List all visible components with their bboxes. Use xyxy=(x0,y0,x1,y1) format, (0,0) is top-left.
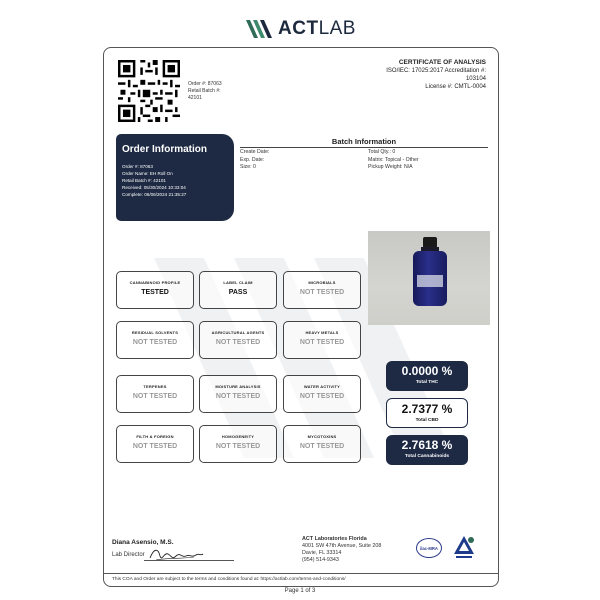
test-status: NOT TESTED xyxy=(299,393,345,400)
page-number: Page 1 of 3 xyxy=(284,588,316,594)
test-cannabinoid-profile[interactable] xyxy=(116,271,194,309)
batch-info-right xyxy=(368,149,419,172)
batch-total-qty: Total Qty.: 0 xyxy=(368,149,396,155)
test-label: MOISTURE ANALYSIS xyxy=(215,384,261,389)
test-status: NOT TESTED xyxy=(132,339,178,346)
qr-code[interactable] xyxy=(118,60,180,122)
batch-info-left xyxy=(240,149,269,172)
test-mycotoxins[interactable] xyxy=(283,425,361,463)
test-status: NOT TESTED xyxy=(132,443,178,450)
batch-create-date: Create Date: xyxy=(240,149,270,155)
actlab-mark-icon xyxy=(244,18,274,40)
order-info-line: Order #: 87063 xyxy=(122,164,153,169)
order-info-line: Order Name: EH Roll On xyxy=(122,171,173,176)
lab-address-block xyxy=(302,536,381,564)
order-summary-small xyxy=(188,81,222,102)
retail-batch-value-small: 42101 xyxy=(188,95,202,101)
order-info-line: Received: 05/30/2024 10:33:04 xyxy=(122,185,186,190)
total-cannabinoids-value: 2.7618 % xyxy=(401,438,453,452)
terms-note[interactable]: This COA and Order are subject to the terms and conditions found at: https://actlab.com/terms-and-conditions/ xyxy=(112,577,346,582)
test-water-activity[interactable] xyxy=(283,375,361,413)
test-status: NOT TESTED xyxy=(215,339,261,346)
license-number: License #: CMTL-0004 xyxy=(425,84,486,90)
retail-batch-label-small: Retail Batch #: xyxy=(188,88,221,94)
test-label: RESIDUAL SOLVENTS xyxy=(131,330,179,335)
test-status: NOT TESTED xyxy=(299,339,345,346)
signatory-role: Lab Director xyxy=(112,552,145,558)
test-label: HEAVY METALS xyxy=(305,330,339,335)
test-label: AGRICULTURAL AGENTS xyxy=(211,330,265,335)
test-homogeneity[interactable] xyxy=(199,425,277,463)
ilac-mra-badge: ilac-MRA xyxy=(416,538,442,558)
batch-size: Size: 0 xyxy=(240,164,256,170)
lab-address-line2: Davie, FL 33314 xyxy=(302,550,342,556)
test-label: MICROBIALS xyxy=(308,280,336,285)
logo-text-thin: LAB xyxy=(318,18,356,39)
test-status: PASS xyxy=(228,289,248,296)
a2la-accreditation-icon xyxy=(452,534,476,560)
lab-phone: (954) 514-9343 xyxy=(302,557,339,563)
total-cbd-value: 2.7377 % xyxy=(401,402,453,416)
test-status: NOT TESTED xyxy=(132,393,178,400)
product-photo xyxy=(368,231,490,325)
batch-matrix: Matrix: Topical - Other xyxy=(368,156,419,163)
logo-text-bold: ACT xyxy=(278,18,319,39)
total-cbd-caption: Total CBD xyxy=(415,418,439,423)
test-terpenes[interactable] xyxy=(116,375,194,413)
test-label: LABEL CLAIM xyxy=(223,280,253,285)
order-number-small: Order #: 87063 xyxy=(188,81,222,87)
test-label: TERPENES xyxy=(143,384,167,389)
test-label-claim[interactable] xyxy=(199,271,277,309)
total-cannabinoids-badge xyxy=(386,435,468,465)
order-information-card xyxy=(116,134,234,221)
test-microbials[interactable] xyxy=(283,271,361,309)
test-residual-solvents[interactable] xyxy=(116,321,194,359)
test-filth-foreign[interactable] xyxy=(116,425,194,463)
iso-accreditation-line: ISO/IEC: 17025:2017 Accreditation #: xyxy=(386,68,486,74)
batch-information-heading: Batch Information xyxy=(331,137,397,146)
logo-wordmark xyxy=(278,18,356,40)
bottle-label xyxy=(417,275,443,287)
total-thc-badge xyxy=(386,361,468,391)
test-status: TESTED xyxy=(141,289,169,296)
test-label: WATER ACTIVITY xyxy=(303,384,341,389)
lab-address-line1: 4001 SW 47th Avenue, Suite 208 xyxy=(302,543,382,549)
order-information-heading: Order Information xyxy=(122,144,208,155)
test-status: NOT TESTED xyxy=(299,443,345,450)
actlab-logo xyxy=(0,18,600,40)
handwritten-signature-icon xyxy=(148,544,204,564)
total-cannabinoids-caption: Total Cannabinoids xyxy=(404,454,450,459)
test-agricultural-agents[interactable] xyxy=(199,321,277,359)
test-heavy-metals[interactable] xyxy=(283,321,361,359)
footer-divider xyxy=(104,573,499,574)
total-thc-value: 0.0000 % xyxy=(401,364,453,378)
signature-line xyxy=(144,560,234,561)
total-cbd-badge xyxy=(386,398,468,428)
test-label: MYCOTOXINS xyxy=(307,434,337,439)
test-label: HOMOGENEITY xyxy=(221,434,255,439)
certificate-page xyxy=(103,47,499,587)
signatory-name: Diana Asensio, M.S. xyxy=(112,539,174,546)
certificate-header xyxy=(386,59,486,91)
order-info-line: Retail Batch #: 42101 xyxy=(122,178,166,183)
test-label: CANNABINOID PROFILE xyxy=(129,280,181,285)
test-status: NOT TESTED xyxy=(215,443,261,450)
test-label: FILTH & FOREIGN xyxy=(136,434,174,439)
order-info-line: Complete: 06/06/2024 21:35:27 xyxy=(122,192,187,197)
certificate-title: CERTIFICATE OF ANALYSIS xyxy=(398,59,486,66)
accreditation-number: 103104 xyxy=(465,76,486,82)
test-status: NOT TESTED xyxy=(215,393,261,400)
test-moisture-analysis[interactable] xyxy=(199,375,277,413)
batch-exp-date: Exp. Date: xyxy=(240,156,265,163)
batch-divider xyxy=(240,147,488,148)
total-thc-caption: Total THC xyxy=(415,380,439,385)
test-status: NOT TESTED xyxy=(299,289,345,296)
batch-pickup-weight: Pickup Weight: N/A xyxy=(368,164,413,170)
lab-name: ACT Laboratories Florida xyxy=(302,536,367,542)
